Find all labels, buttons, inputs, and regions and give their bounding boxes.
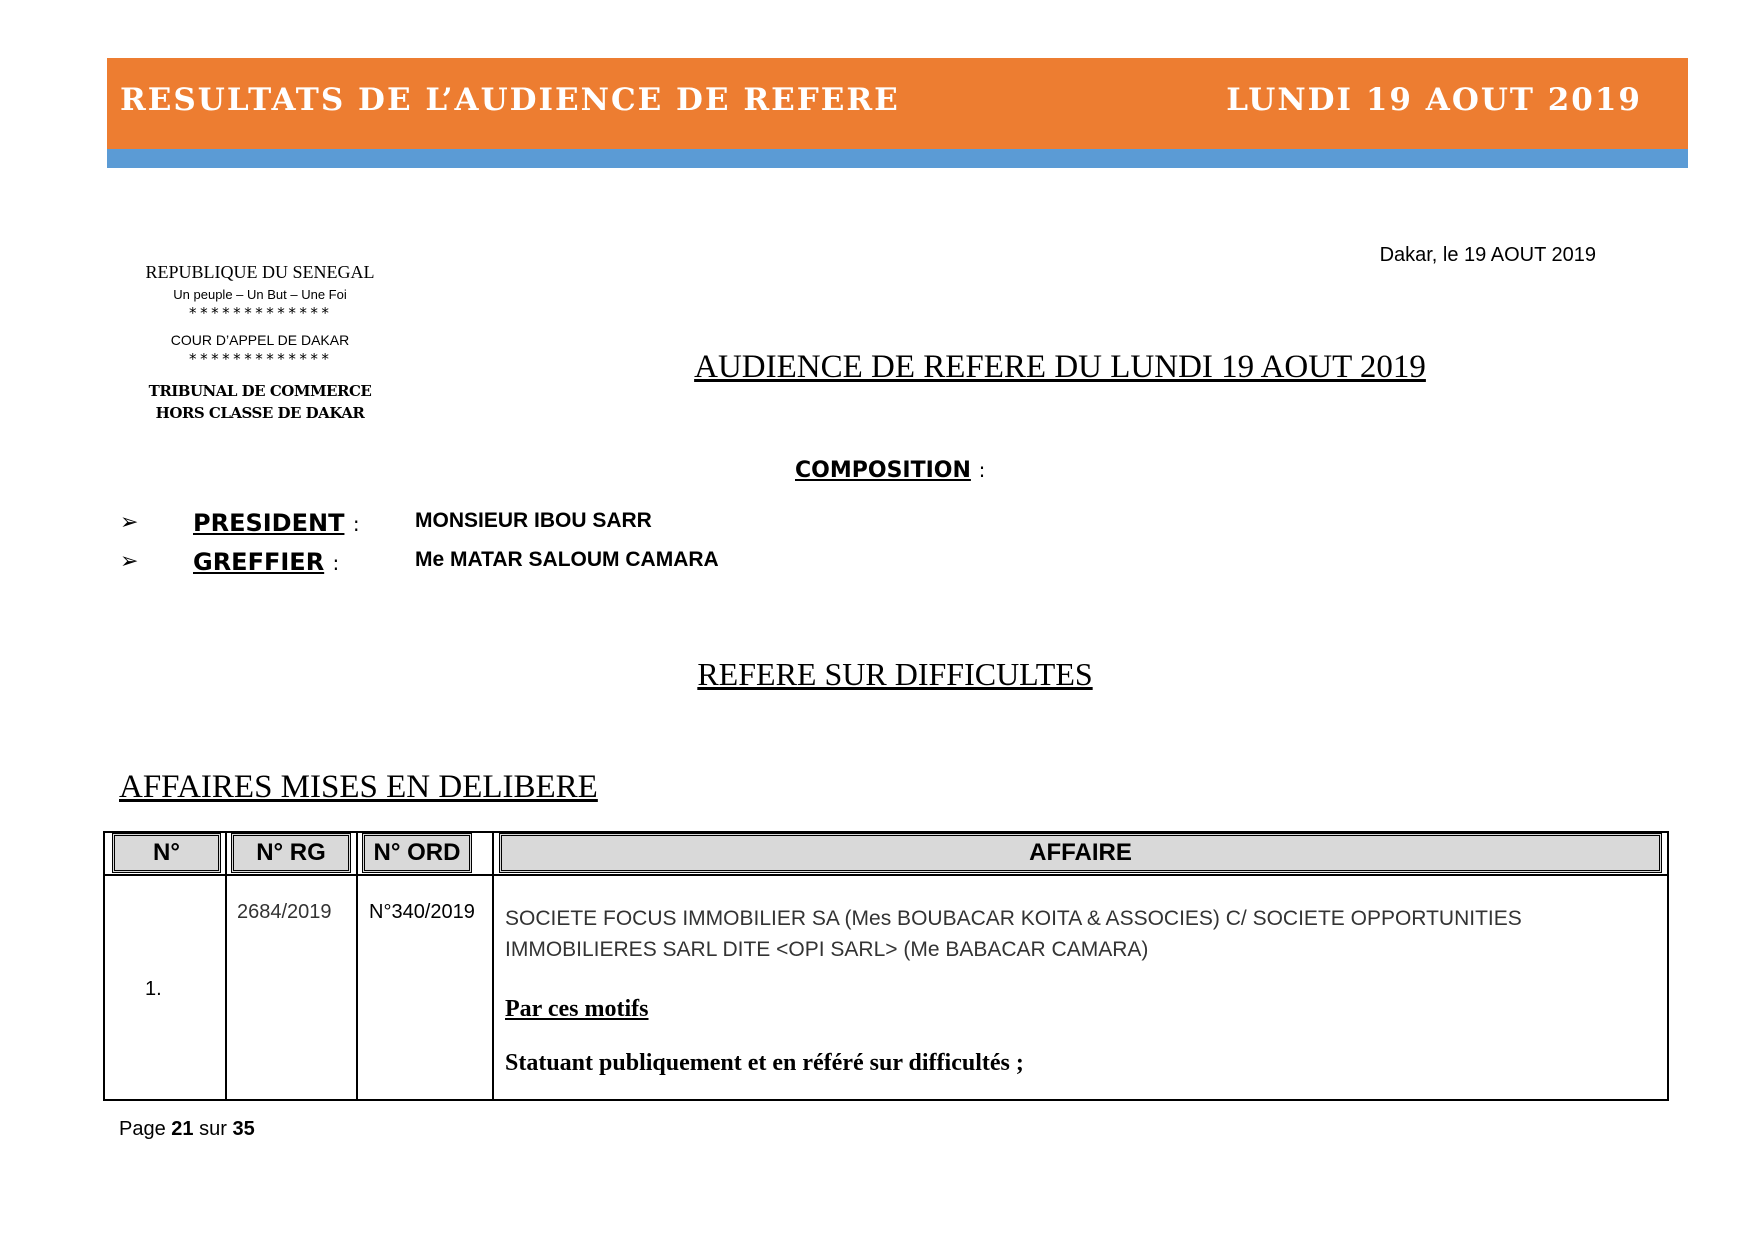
column-header-ord: N° ORD bbox=[362, 833, 472, 873]
composition-label: COMPOSITION bbox=[795, 458, 971, 483]
bullet-arrow-icon: ➢ bbox=[120, 509, 139, 534]
page-footer bbox=[119, 1118, 255, 1141]
cell-case-number: 1. bbox=[145, 978, 162, 1000]
delib-section-title: AFFAIRES MISES EN DELIBERE bbox=[119, 769, 598, 805]
tribunal-name bbox=[120, 380, 400, 424]
audience-title: AUDIENCE DE REFERE DU LUNDI 19 AOUT 2019 bbox=[694, 349, 1426, 385]
document-date: Dakar, le 19 AOUT 2019 bbox=[1379, 244, 1596, 266]
cell-rg-number: 2684/2019 bbox=[237, 901, 332, 923]
column-header-rg: N° RG bbox=[231, 833, 351, 873]
court-emblem-block bbox=[120, 262, 400, 424]
bullet-arrow-icon: ➢ bbox=[120, 548, 139, 573]
member-role-colon: : bbox=[332, 551, 340, 575]
footer-page-total: 35 bbox=[232, 1118, 255, 1140]
cell-ord-number: N°340/2019 bbox=[369, 901, 475, 923]
tribunal-line-1: TRIBUNAL DE COMMERCE bbox=[148, 382, 372, 400]
member-role-colon: : bbox=[352, 512, 360, 536]
column-header-n: N° bbox=[112, 833, 221, 873]
header-banner-stripe bbox=[107, 149, 1688, 168]
cases-table bbox=[103, 831, 1669, 1101]
column-header-affaire: AFFAIRE bbox=[499, 833, 1662, 873]
footer-page-prefix: Page bbox=[119, 1118, 166, 1140]
court-name: COUR D’APPEL DE DAKAR bbox=[170, 332, 350, 348]
member-name-president: MONSIEUR IBOU SARR bbox=[415, 509, 652, 532]
separator-stars: ************* bbox=[188, 350, 332, 368]
composition-colon: : bbox=[978, 458, 986, 482]
column-divider bbox=[492, 833, 494, 1099]
column-divider bbox=[225, 833, 227, 1099]
cell-motifs-heading: Par ces motifs bbox=[505, 996, 649, 1022]
member-role-label: GREFFIER bbox=[193, 548, 325, 576]
member-role-label: PRESIDENT bbox=[193, 509, 345, 537]
republic-name: REPUBLIQUE DU SENEGAL bbox=[145, 262, 375, 282]
cell-affaire-parties: SOCIETE FOCUS IMMOBILIER SA (Mes BOUBACAR KOITA & ASSOCIES) C/ SOCIETE OPPORTUNITIES IMMOBILIERES SARL DITE <OPI SARL> (Me BABACAR CAMARA) bbox=[505, 907, 1522, 961]
banner-date: LUNDI 19 AOUT 2019 bbox=[1226, 82, 1642, 118]
member-role-greffier bbox=[193, 548, 339, 576]
composition-heading bbox=[795, 458, 985, 483]
separator-stars: ************* bbox=[188, 304, 332, 322]
member-name-greffier: Me MATAR SALOUM CAMARA bbox=[415, 548, 719, 571]
header-row-divider bbox=[105, 874, 1667, 876]
footer-page-number: 21 bbox=[171, 1118, 194, 1140]
footer-page-sep: sur bbox=[199, 1118, 227, 1140]
section-title: REFERE SUR DIFFICULTES bbox=[697, 656, 1093, 692]
member-role-president bbox=[193, 509, 360, 537]
banner-title: RESULTATS DE L’AUDIENCE DE REFERE bbox=[120, 82, 900, 118]
column-divider bbox=[356, 833, 358, 1099]
tribunal-line-2: HORS CLASSE DE DAKAR bbox=[155, 404, 365, 422]
cell-statuant-text: Statuant publiquement et en référé sur difficultés ; bbox=[505, 1050, 1024, 1076]
national-motto: Un peuple – Un But – Une Foi bbox=[173, 287, 347, 302]
